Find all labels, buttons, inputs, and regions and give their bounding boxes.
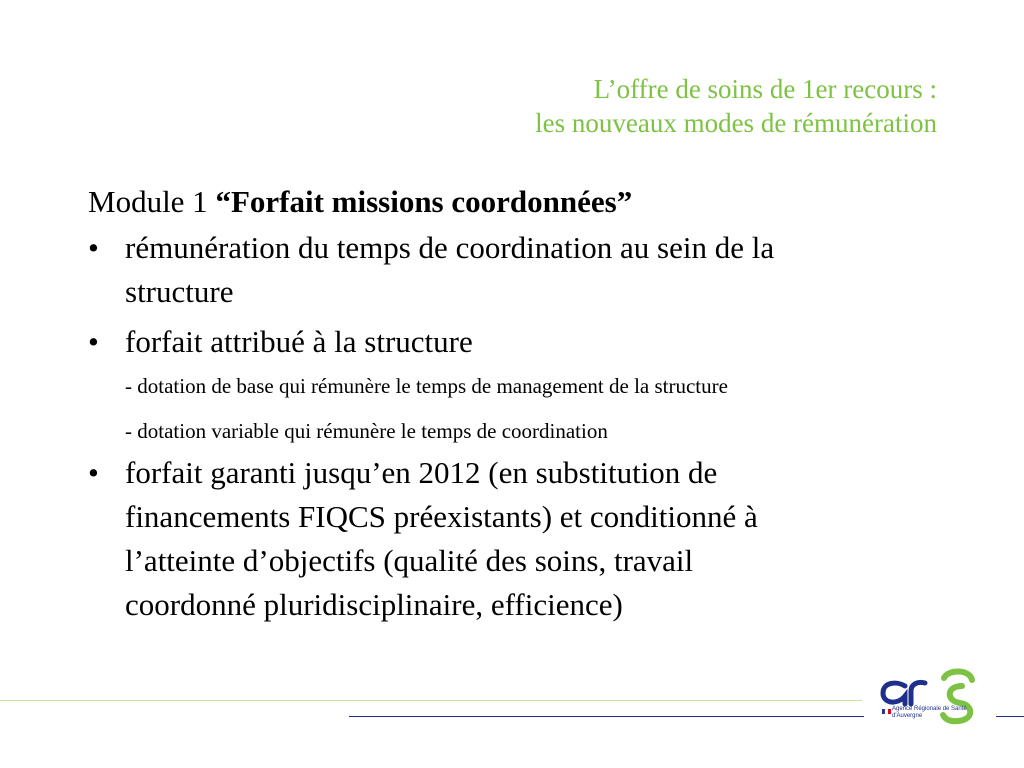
- sub-item-dotation-variable: - dotation variable qui rémunère le temps de coordination: [125, 419, 608, 443]
- bullet-text-line: structure: [125, 274, 234, 309]
- logo-caption: [892, 706, 967, 720]
- logo-caption-line-2: d'Auvergne: [892, 713, 923, 719]
- bullet-icon: •: [88, 230, 99, 265]
- slide-title: [535, 72, 937, 140]
- bullet-item-forfait-structure: [88, 320, 988, 364]
- sub-item-dotation-base: - dotation de base qui rémunère le temps de management de la structure: [125, 374, 728, 398]
- bullet-text-line: financements FIQCS préexistants) et conditionné à: [125, 499, 758, 534]
- bullet-icon: •: [88, 455, 99, 490]
- ars-logo: [878, 668, 990, 728]
- footer-divider-blue: [349, 716, 864, 717]
- bullet-text-line: coordonné pluridisciplinaire, efficience): [125, 587, 623, 622]
- slide-body: [88, 180, 988, 627]
- bullet-item-remuneration: [88, 226, 988, 314]
- module-heading: [88, 180, 988, 224]
- footer-divider-green: [0, 700, 862, 701]
- slide-title-line-1: L’offre de soins de 1er recours :: [593, 74, 937, 104]
- module-name: “Forfait missions coordonnées”: [215, 184, 633, 219]
- bullet-item-forfait-garanti: [88, 451, 988, 627]
- bullet-text-line: l’atteinte d’objectifs (qualité des soins, travail: [125, 543, 694, 578]
- bullet-text-line: forfait attribué à la structure: [125, 324, 473, 359]
- module-prefix: Module 1: [88, 184, 208, 219]
- bullet-icon: •: [88, 324, 99, 359]
- slide-title-line-2: les nouveaux modes de rémunération: [535, 108, 937, 138]
- logo-caption-line-1: Agence Régionale de Santé: [892, 706, 967, 712]
- footer-divider-blue-right: [996, 716, 1024, 717]
- bullet-text-line: rémunération du temps de coordination au sein de la: [125, 230, 775, 265]
- bullet-text-line: forfait garanti jusqu’en 2012 (en substitution de: [125, 455, 718, 490]
